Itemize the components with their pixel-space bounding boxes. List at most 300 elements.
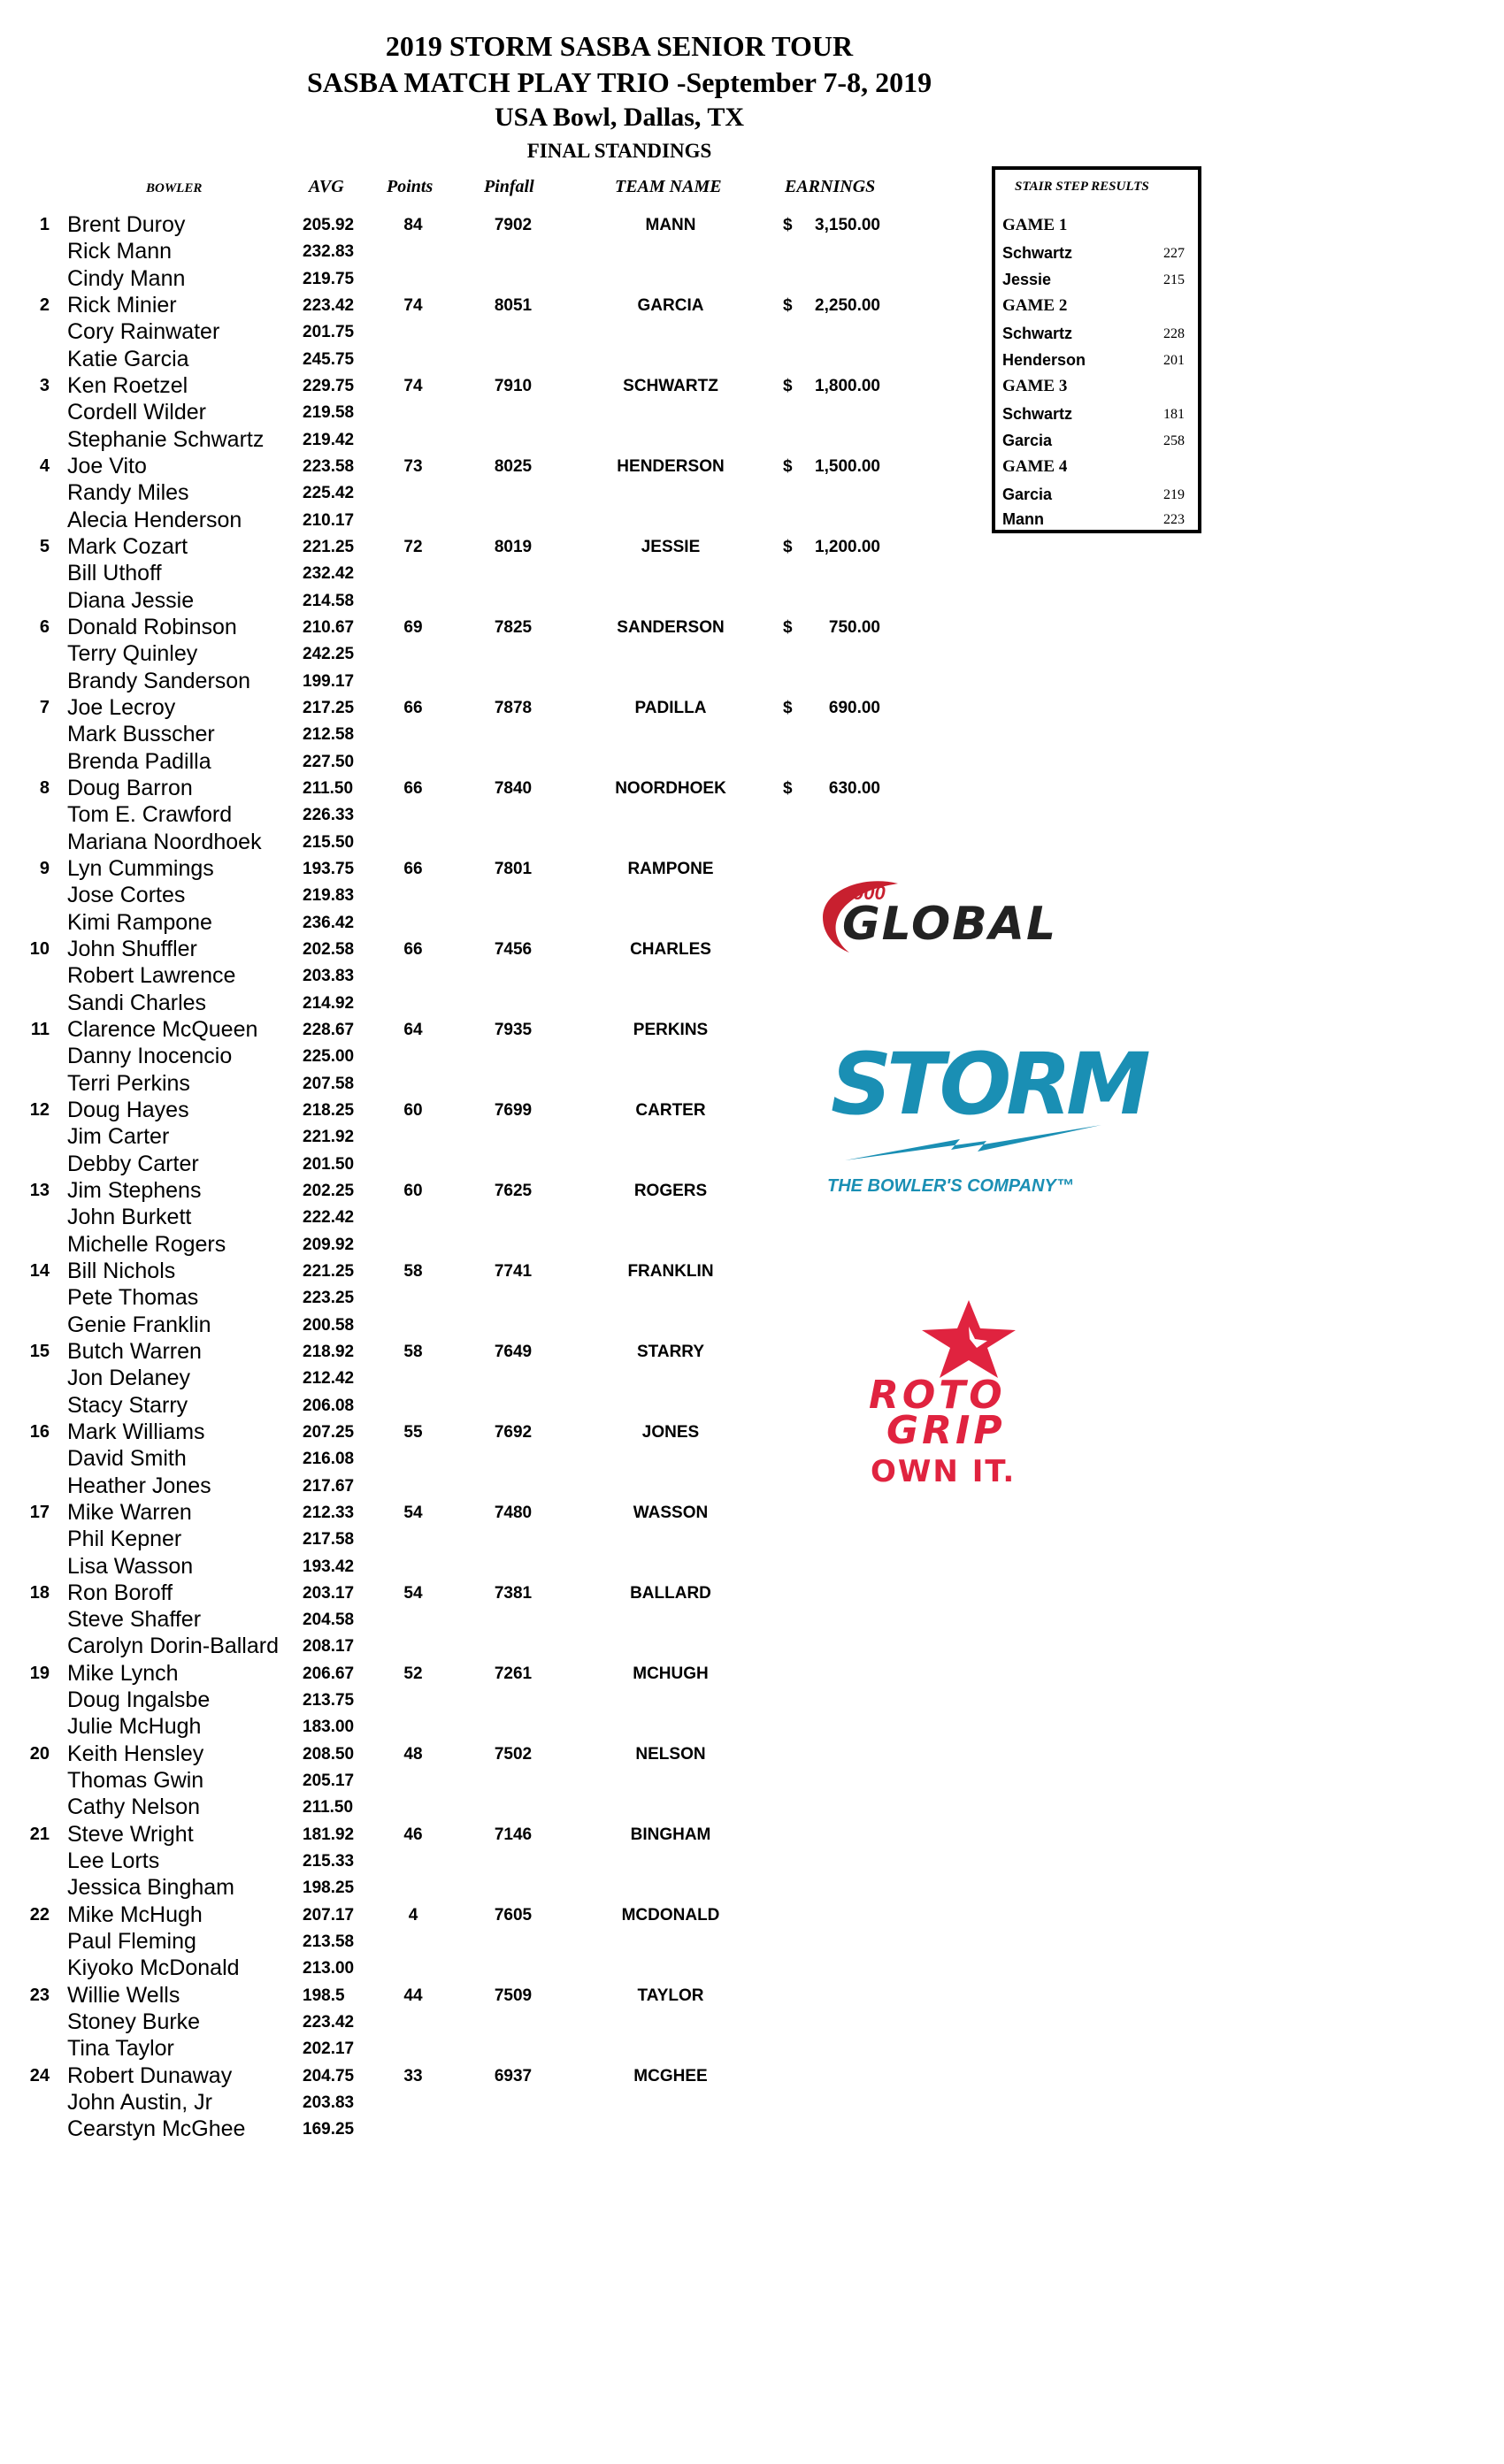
- col-earnings: EARNINGS: [785, 177, 876, 196]
- bowler-name: Jessica Bingham: [67, 1875, 234, 1901]
- team-pinfall: 7692: [494, 1422, 533, 1442]
- bowler-name: Keith Hensley: [67, 1741, 204, 1766]
- bowler-name: Jose Cortes: [67, 883, 186, 908]
- team-name: NOORDHOEK: [615, 778, 726, 798]
- bowler-name: Joe Vito: [67, 453, 147, 478]
- bowler-name: Bill Uthoff: [67, 561, 162, 586]
- team-name: MCDONALD: [621, 1905, 720, 1925]
- earnings-dollar: $: [783, 778, 793, 798]
- team-name: RAMPONE: [627, 859, 714, 878]
- bowler-average: 198.25: [303, 1879, 355, 1898]
- bowler-name: John Burkett: [67, 1205, 192, 1230]
- bowler-average: 232.42: [303, 564, 355, 584]
- stair-result-name: Mann: [1002, 510, 1044, 528]
- bowler-average: 202.25: [303, 1181, 355, 1200]
- team-points: 66: [403, 778, 423, 798]
- bowler-average: 217.58: [303, 1530, 355, 1550]
- bowler-name: Jim Carter: [67, 1124, 170, 1150]
- bowler-average: 221.25: [303, 1261, 355, 1281]
- bowler-average: 193.75: [303, 859, 355, 878]
- team-rank: 5: [39, 536, 50, 556]
- bowler-average: 225.42: [303, 484, 355, 503]
- bowler-average: 210.67: [303, 617, 355, 637]
- bowler-average: 208.50: [303, 1744, 355, 1764]
- earnings-dollar: $: [783, 698, 793, 717]
- bowler-average: 218.25: [303, 1100, 355, 1120]
- bowler-average: 200.58: [303, 1315, 355, 1335]
- bowler-average: 242.25: [303, 645, 355, 664]
- team-pinfall: 7605: [494, 1905, 533, 1925]
- bowler-name: Cory Rainwater: [67, 319, 220, 345]
- bowler-name: Ken Roetzel: [67, 372, 188, 398]
- team-points: 74: [403, 376, 423, 395]
- bowler-name: Debby Carter: [67, 1151, 199, 1176]
- bowler-average: 215.50: [303, 832, 355, 852]
- bowler-average: 215.33: [303, 1852, 355, 1871]
- bowler-average: 213.00: [303, 1959, 355, 1978]
- bowler-name: Stoney Burke: [67, 2009, 201, 2035]
- title-line-2: SASBA MATCH PLAY TRIO -September 7-8, 2019: [306, 66, 932, 98]
- team-pinfall: 7878: [494, 698, 533, 717]
- bowler-average: 217.25: [303, 698, 355, 717]
- earnings-dollar: $: [783, 537, 793, 556]
- team-rank: 16: [29, 1421, 50, 1442]
- team-earnings: 2,250.00: [815, 295, 880, 315]
- bowler-name: Mike Lynch: [67, 1660, 179, 1686]
- stair-result-score: 181: [1163, 407, 1185, 422]
- team-points: 55: [403, 1422, 423, 1442]
- bowler-average: 199.17: [303, 671, 355, 691]
- bowler-average: 213.75: [303, 1691, 355, 1710]
- team-earnings: 1,200.00: [815, 537, 880, 556]
- team-rank: 22: [29, 1904, 50, 1925]
- storm-logo: [827, 1035, 1146, 1212]
- bowler-average: 219.83: [303, 886, 355, 906]
- bowler-name: Mark Williams: [67, 1419, 205, 1444]
- team-rank: 17: [29, 1502, 50, 1522]
- bowler-average: 223.42: [303, 2013, 355, 2032]
- team-name: SANDERSON: [617, 617, 725, 637]
- team-pinfall: 7910: [494, 376, 533, 395]
- team-rank: 12: [29, 1099, 50, 1120]
- team-rank: 4: [39, 455, 50, 476]
- earnings-dollar: $: [783, 216, 793, 234]
- bowler-average: 216.08: [303, 1450, 355, 1469]
- bowler-name: Doug Ingalsbe: [67, 1687, 211, 1713]
- bowler-name: Pete Thomas: [67, 1285, 199, 1311]
- bowler-average: 206.67: [303, 1664, 355, 1683]
- team-rank: 11: [30, 1019, 50, 1039]
- team-name: JONES: [641, 1422, 700, 1442]
- team-name: WASSON: [633, 1503, 709, 1522]
- bowler-name: Kiyoko McDonald: [67, 1955, 240, 1981]
- team-name: MCGHEE: [633, 2066, 708, 2085]
- team-name: MANN: [645, 216, 696, 234]
- team-points: 52: [403, 1664, 423, 1683]
- bowler-name: Ron Boroff: [67, 1580, 173, 1605]
- title-line-3: USA Bowl, Dallas, TX: [494, 103, 744, 132]
- star-icon: [920, 1300, 1017, 1380]
- team-pinfall: 7840: [494, 778, 533, 798]
- team-pinfall: 7509: [494, 1986, 533, 2005]
- team-earnings: 1,800.00: [815, 376, 880, 395]
- stair-step-box: [992, 166, 1201, 533]
- team-points: 46: [403, 1825, 423, 1844]
- team-pinfall: 6937: [494, 2066, 533, 2085]
- team-name: BALLARD: [630, 1583, 711, 1603]
- team-pinfall: 7699: [494, 1100, 533, 1120]
- bowler-name: Doug Hayes: [67, 1097, 189, 1122]
- bowler-name: Mike McHugh: [67, 1902, 203, 1927]
- bowler-name: David Smith: [67, 1446, 187, 1472]
- team-rank: 1: [39, 215, 50, 234]
- bowler-name: Brenda Padilla: [67, 748, 211, 774]
- bowler-average: 245.75: [303, 349, 355, 369]
- bowler-average: 204.58: [303, 1611, 355, 1630]
- bowler-average: 211.50: [303, 1798, 354, 1817]
- bowler-name: Kimi Rampone: [67, 909, 212, 935]
- bowler-average: 207.25: [303, 1422, 355, 1442]
- grip-word: GRIP: [886, 1408, 1006, 1453]
- bowler-name: Doug Barron: [67, 775, 193, 800]
- bowler-average: 201.75: [303, 323, 355, 342]
- bowler-name: Katie Garcia: [67, 346, 189, 371]
- team-points: 4: [408, 1905, 418, 1925]
- team-rank: 9: [39, 858, 50, 878]
- bowler-name: Genie Franklin: [67, 1312, 211, 1337]
- team-pinfall: 7625: [494, 1181, 533, 1200]
- bowler-name: Randy Miles: [67, 480, 189, 506]
- team-name: CARTER: [635, 1100, 706, 1120]
- bowler-average: 183.00: [303, 1718, 355, 1737]
- bowler-average: 219.58: [303, 403, 355, 423]
- team-points: 74: [403, 295, 423, 315]
- bowler-name: Paul Fleming: [67, 1929, 196, 1955]
- bowler-average: 219.75: [303, 269, 355, 288]
- stair-result-name: Henderson: [1002, 351, 1086, 369]
- bowler-average: 201.50: [303, 1154, 355, 1174]
- bowler-average: 236.42: [303, 913, 355, 932]
- team-rank: 15: [29, 1341, 50, 1361]
- team-points: 84: [403, 216, 423, 234]
- team-points: 54: [403, 1583, 423, 1603]
- team-points: 58: [403, 1342, 423, 1361]
- bowler-average: 221.25: [303, 537, 355, 556]
- team-earnings: 690.00: [828, 698, 880, 717]
- bowler-average: 226.33: [303, 806, 355, 825]
- stair-result-score: 258: [1163, 433, 1185, 448]
- bowler-name: Julie McHugh: [67, 1714, 202, 1740]
- team-points: 72: [403, 537, 423, 556]
- bowler-name: Thomas Gwin: [67, 1768, 204, 1794]
- team-points: 33: [403, 2066, 423, 2085]
- bowler-average: 205.92: [303, 216, 355, 234]
- bowler-name: Michelle Rogers: [67, 1231, 226, 1257]
- bowler-name: Rick Mann: [67, 239, 173, 264]
- team-rank: 14: [29, 1260, 50, 1281]
- bowler-average: 198.5: [303, 1986, 345, 2005]
- stair-result-score: 228: [1163, 326, 1185, 341]
- bowler-name: Clarence McQueen: [67, 1016, 258, 1042]
- earnings-dollar: $: [783, 295, 793, 315]
- team-points: 64: [403, 1020, 423, 1039]
- bowler-average: 211.50: [303, 778, 354, 798]
- team-name: HENDERSON: [617, 456, 725, 476]
- team-rank: 20: [29, 1743, 50, 1764]
- bowler-average: 209.92: [303, 1235, 355, 1254]
- team-points: 48: [403, 1744, 423, 1764]
- earnings-dollar: $: [783, 617, 793, 637]
- bowler-average: 228.67: [303, 1020, 355, 1039]
- global-900-logo: [814, 871, 1115, 960]
- stair-game-label: GAME 3: [1002, 377, 1068, 395]
- team-earnings: 630.00: [828, 778, 880, 798]
- stair-game-label: GAME 4: [1002, 457, 1068, 476]
- bowler-name: Danny Inocencio: [67, 1044, 233, 1069]
- team-earnings: 750.00: [828, 617, 880, 637]
- bowler-average: 213.58: [303, 1932, 355, 1952]
- bowler-name: Steve Wright: [67, 1821, 194, 1847]
- title-line-4: FINAL STANDINGS: [526, 140, 712, 162]
- bowler-name: Stacy Starry: [67, 1392, 188, 1418]
- col-points: Points: [387, 177, 434, 196]
- team-points: 60: [403, 1100, 423, 1120]
- bowler-name: Alecia Henderson: [67, 507, 242, 532]
- team-rank: 19: [29, 1663, 50, 1683]
- col-team: TEAM NAME: [615, 177, 722, 196]
- stair-step-title: STAIR STEP RESULTS: [1015, 180, 1149, 194]
- team-pinfall: 7801: [494, 859, 533, 878]
- bowler-average: 208.17: [303, 1637, 355, 1657]
- bowler-average: 218.92: [303, 1342, 355, 1361]
- bowler-name: Rick Minier: [67, 292, 177, 318]
- storm-tagline: THE BOWLER'S COMPANY™: [827, 1176, 1074, 1196]
- stair-result-name: Schwartz: [1002, 405, 1073, 423]
- bowler-average: 223.42: [303, 295, 355, 315]
- bowler-average: 205.17: [303, 1771, 355, 1791]
- team-rank: 13: [29, 1180, 50, 1200]
- team-rank: 6: [39, 616, 50, 637]
- team-points: 69: [403, 617, 423, 637]
- bowler-name: Lyn Cummings: [67, 855, 214, 881]
- stair-game-label: GAME 1: [1002, 216, 1068, 234]
- team-rank: 10: [29, 938, 50, 959]
- bowler-average: 212.58: [303, 725, 355, 745]
- bowler-name: Lee Lorts: [67, 1848, 160, 1874]
- bowler-name: Terri Perkins: [67, 1070, 190, 1096]
- team-rank: 3: [39, 375, 50, 395]
- earnings-dollar: $: [783, 456, 793, 476]
- bowler-average: 223.58: [303, 456, 355, 476]
- storm-word: STORM: [831, 1035, 1146, 1134]
- bowler-name: Cathy Nelson: [67, 1794, 201, 1820]
- bowler-name: Jon Delaney: [67, 1366, 190, 1391]
- bowler-name: Brandy Sanderson: [67, 668, 251, 693]
- bowler-average: 203.83: [303, 2093, 355, 2113]
- team-rank: 23: [29, 1985, 50, 2005]
- team-name: TAYLOR: [637, 1986, 704, 2005]
- roto-grip-logo: [849, 1300, 1115, 1495]
- bowler-average: 221.92: [303, 1128, 355, 1147]
- bowler-name: Joe Lecroy: [67, 694, 176, 720]
- team-points: 73: [403, 456, 423, 476]
- team-name: PERKINS: [633, 1020, 709, 1039]
- bowler-name: John Austin, Jr: [67, 2090, 212, 2116]
- team-pinfall: 7146: [494, 1825, 533, 1844]
- team-rank: 18: [29, 1582, 50, 1603]
- team-name: STARRY: [637, 1342, 704, 1361]
- bowler-name: Robert Dunaway: [67, 2062, 233, 2088]
- bowler-name: Carolyn Dorin-Ballard: [67, 1634, 279, 1659]
- team-pinfall: 7825: [494, 617, 533, 637]
- stair-result-name: Schwartz: [1002, 325, 1073, 342]
- team-pinfall: 8051: [494, 295, 533, 315]
- bowler-name: Phil Kepner: [67, 1527, 182, 1552]
- stair-result-score: 219: [1163, 487, 1185, 502]
- bowler-average: 193.42: [303, 1557, 355, 1576]
- bowler-average: 210.17: [303, 510, 355, 530]
- team-name: JESSIE: [641, 537, 701, 556]
- team-points: 66: [403, 859, 423, 878]
- bowler-name: Mike Warren: [67, 1499, 192, 1525]
- bowler-average: 214.92: [303, 993, 355, 1013]
- bowler-name: Heather Jones: [67, 1473, 211, 1498]
- team-rank: 7: [39, 697, 50, 717]
- team-rank: 2: [39, 295, 50, 315]
- team-pinfall: 7902: [494, 216, 533, 234]
- bowler-name: Tina Taylor: [67, 2036, 174, 2062]
- bowler-average: 202.58: [303, 939, 355, 959]
- team-pinfall: 8019: [494, 537, 533, 556]
- stair-result-score: 223: [1163, 512, 1185, 527]
- title-line-1: 2019 STORM SASBA SENIOR TOUR: [385, 30, 854, 62]
- team-name: BINGHAM: [630, 1825, 711, 1844]
- bowler-average: 212.42: [303, 1369, 355, 1389]
- bowler-name: Brent Duroy: [67, 212, 186, 237]
- team-points: 54: [403, 1503, 423, 1522]
- bowler-name: Cindy Mann: [67, 265, 186, 291]
- team-pinfall: 7480: [494, 1503, 533, 1522]
- team-points: 66: [403, 939, 423, 959]
- col-pinfall: Pinfall: [484, 177, 534, 196]
- bowler-name: Lisa Wasson: [67, 1553, 194, 1579]
- team-pinfall: 7381: [494, 1583, 533, 1603]
- bowler-average: 181.92: [303, 1825, 355, 1844]
- stair-game-label: GAME 2: [1002, 296, 1068, 315]
- team-rank: 24: [29, 2065, 50, 2085]
- team-name: PADILLA: [634, 698, 707, 717]
- stair-result-score: 227: [1163, 246, 1185, 261]
- stair-result-name: Garcia: [1002, 432, 1053, 449]
- bowler-average: 207.17: [303, 1905, 355, 1925]
- bowler-average: 169.25: [303, 2120, 355, 2139]
- bowler-name: Mariana Noordhoek: [67, 829, 262, 854]
- col-avg: AVG: [309, 177, 344, 196]
- team-points: 60: [403, 1181, 423, 1200]
- team-name: CHARLES: [630, 939, 711, 959]
- team-pinfall: 7649: [494, 1342, 533, 1361]
- bowler-average: 214.58: [303, 591, 355, 610]
- team-name: MCHUGH: [633, 1664, 709, 1683]
- bowler-name: Robert Lawrence: [67, 963, 236, 989]
- bowler-average: 204.75: [303, 2066, 355, 2085]
- bowler-average: 219.42: [303, 430, 355, 449]
- team-points: 58: [403, 1261, 423, 1281]
- bowler-name: Diana Jessie: [67, 587, 195, 613]
- bowler-name: Mark Busscher: [67, 722, 215, 747]
- own-it-word: OWN IT.: [871, 1454, 1017, 1489]
- team-name: NELSON: [635, 1744, 706, 1764]
- bowler-name: Mark Cozart: [67, 533, 188, 559]
- team-pinfall: 7935: [494, 1020, 533, 1039]
- bowler-name: Willie Wells: [67, 1982, 180, 2008]
- team-pinfall: 7261: [494, 1664, 533, 1683]
- bowler-name: Terry Quinley: [67, 641, 198, 667]
- bowler-average: 206.08: [303, 1396, 355, 1415]
- team-points: 44: [403, 1986, 423, 2005]
- team-earnings: 1,500.00: [815, 456, 880, 476]
- stair-result-score: 215: [1163, 272, 1185, 287]
- bowler-name: John Shuffler: [67, 936, 197, 961]
- bowler-name: Bill Nichols: [67, 1258, 176, 1283]
- bowler-average: 203.83: [303, 967, 355, 986]
- team-name: FRANKLIN: [627, 1261, 714, 1281]
- earnings-dollar: $: [783, 376, 793, 395]
- team-pinfall: 8025: [494, 456, 533, 476]
- stair-result-score: 201: [1163, 353, 1185, 368]
- col-bowler: BOWLER: [146, 181, 203, 195]
- team-name: SCHWARTZ: [623, 376, 718, 395]
- bowler-average: 207.58: [303, 1074, 355, 1093]
- global-word: GLOBAL: [842, 898, 1058, 951]
- team-points: 66: [403, 698, 423, 717]
- team-pinfall: 7741: [494, 1261, 533, 1281]
- bowler-name: Stephanie Schwartz: [67, 426, 265, 452]
- bowler-average: 227.50: [303, 752, 355, 771]
- bowler-average: 202.17: [303, 2039, 355, 2059]
- roto-word: ROTO: [869, 1373, 1006, 1418]
- bowler-average: 217.67: [303, 1476, 355, 1496]
- team-name: ROGERS: [633, 1181, 708, 1200]
- bowler-name: Steve Shaffer: [67, 1607, 202, 1633]
- bowler-name: Butch Warren: [67, 1338, 202, 1364]
- team-pinfall: 7502: [494, 1744, 533, 1764]
- stair-result-name: Jessie: [1002, 271, 1052, 288]
- bowler-average: 225.00: [303, 1047, 355, 1067]
- bowler-average: 212.33: [303, 1503, 355, 1522]
- team-earnings: 3,150.00: [815, 216, 880, 234]
- team-pinfall: 7456: [494, 939, 533, 959]
- stair-result-name: Garcia: [1002, 486, 1053, 503]
- bowler-name: Cearstyn McGhee: [67, 2116, 246, 2142]
- bowler-name: Cordell Wilder: [67, 400, 206, 425]
- bowler-average: 232.83: [303, 242, 355, 262]
- bowler-average: 203.17: [303, 1583, 355, 1603]
- bowler-name: Sandi Charles: [67, 990, 207, 1015]
- stair-result-name: Schwartz: [1002, 244, 1073, 262]
- team-name: GARCIA: [637, 295, 704, 315]
- team-rank: 8: [39, 777, 50, 798]
- bowler-name: Tom E. Crawford: [67, 802, 233, 828]
- bowler-average: 222.42: [303, 1208, 355, 1228]
- bowler-average: 223.25: [303, 1289, 355, 1308]
- lightning-bolt-icon: [845, 1123, 1101, 1167]
- bowler-average: 229.75: [303, 376, 355, 395]
- bowler-name: Donald Robinson: [67, 614, 237, 639]
- global-900-text: 900: [853, 882, 886, 904]
- bowler-name: Jim Stephens: [67, 1177, 202, 1203]
- team-rank: 21: [29, 1824, 50, 1844]
